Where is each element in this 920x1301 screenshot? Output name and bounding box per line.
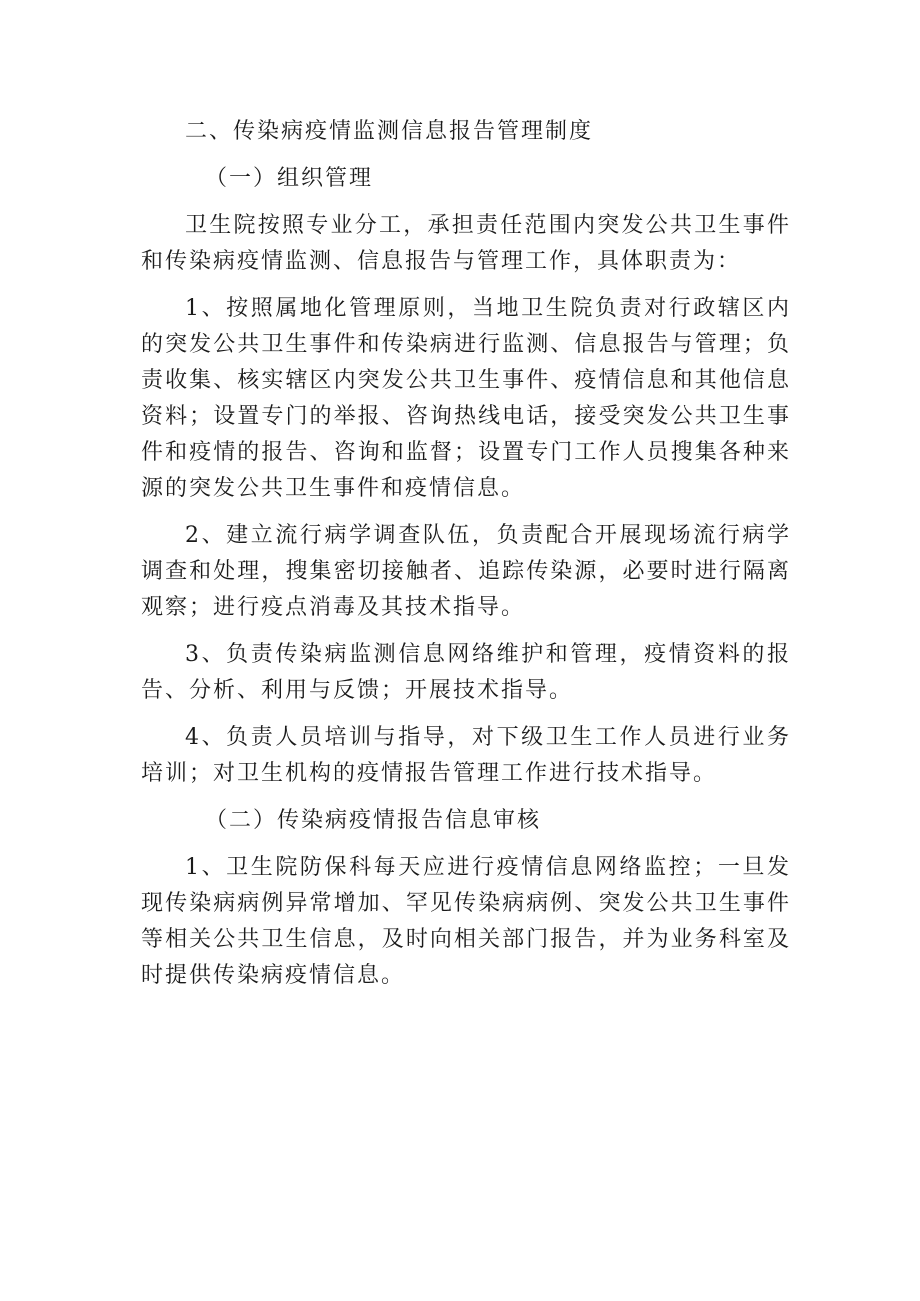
paragraph-item-3: 3、负责传染病监测信息网络维护和管理，疫情资料的报告、分析、利用与反馈；开展技术指导。 (141, 642, 791, 703)
paragraph-item-4: 4、负责人员培训与指导，对下级卫生工作人员进行业务培训；对卫生机构的疫情报告管理工作进行技术指导。 (141, 725, 791, 786)
section-title: 二、传染病疫情监测信息报告管理制度 (185, 119, 594, 144)
document-body (141, 114, 791, 1005)
subsection-title-review: （二）传染病疫情报告信息审核 (205, 808, 542, 833)
paragraph-item-2: 2、建立流行病学调查队伍，负责配合开展现场流行病学调查和处理，搜集密切接触者、追踪传染源，必要时进行隔离观察；进行疫点消毒及其技术指导。 (141, 523, 791, 620)
subsection-title-organization: （一）组织管理 (205, 166, 374, 191)
paragraph-review-item-1: 1、卫生院防保科每天应进行疫情信息网络监控；一旦发现传染病病例异常增加、罕见传染病病例、突发公共卫生事件等相关公共卫生信息，及时向相关部门报告，并为业务科室及时提供传染病疫情信息。 (141, 855, 791, 988)
paragraph-item-1: 1、按照属地化管理原则，当地卫生院负责对行政辖区内的突发公共卫生事件和传染病进行监测、信息报告与管理；负责收集、核实辖区内突发公共卫生事件、疫情信息和其他信息资料；设置专门的举报、咨询热线电话，接受突发公共卫生事件和疫情的报告、咨询和监督；设置专门工作人员搜集各种来源的突发公共卫生事件和疫情信息。 (141, 296, 791, 501)
paragraph-intro: 卫生院按照专业分工，承担责任范围内突发公共卫生事件和传染病疫情监测、信息报告与管理工作，具体职责为： (141, 213, 791, 274)
